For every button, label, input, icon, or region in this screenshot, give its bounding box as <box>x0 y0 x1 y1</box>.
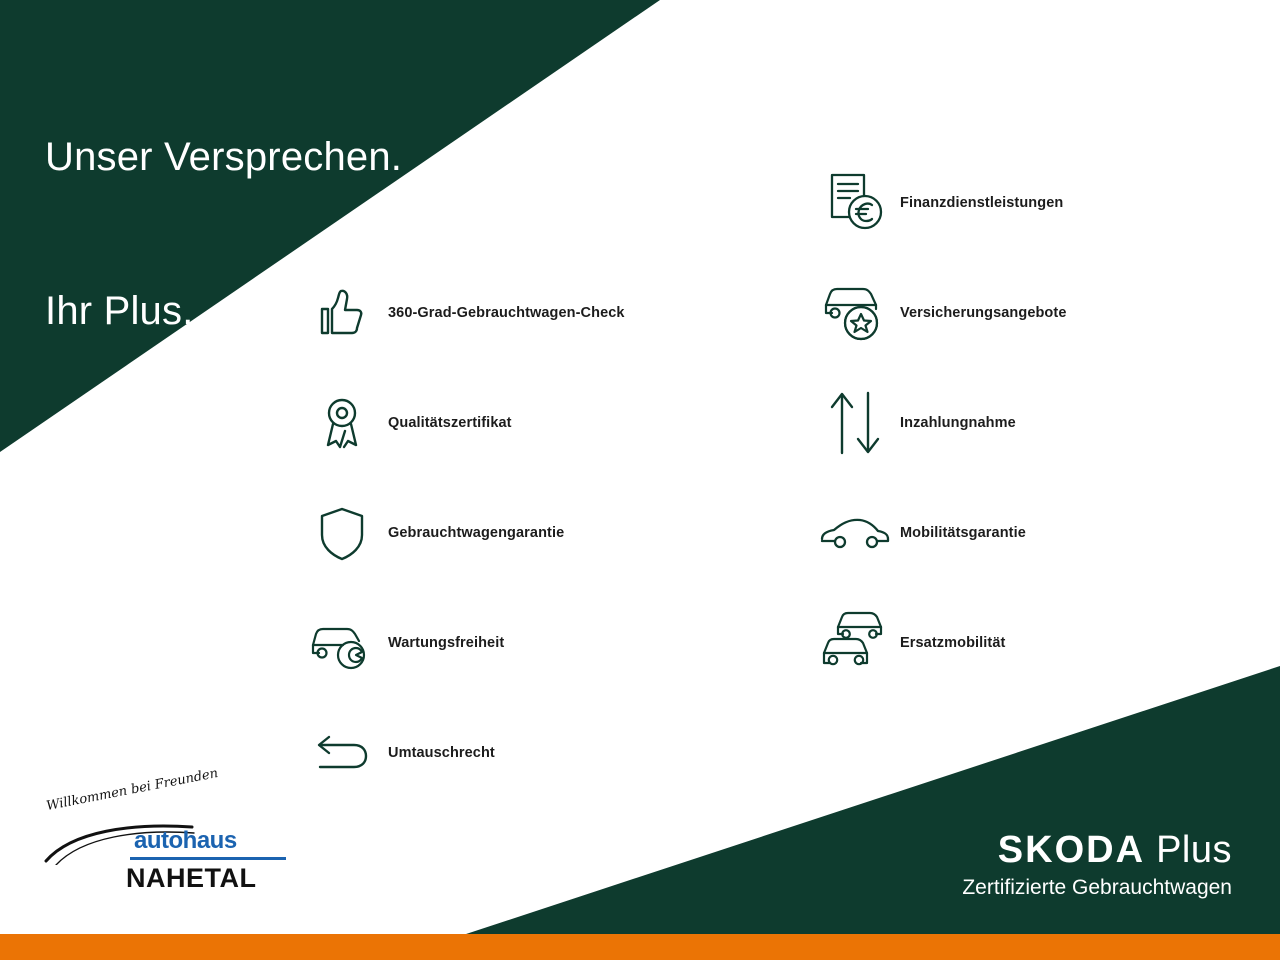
list-item <box>808 588 1278 698</box>
dealer-underline <box>130 857 286 860</box>
brand-block <box>962 829 1232 900</box>
feature-label: Finanzdienstleistungen <box>900 195 1064 211</box>
feature-label: Inzahlungnahme <box>900 415 1016 431</box>
car-star-icon <box>808 275 900 351</box>
document-euro-icon <box>808 165 900 241</box>
dealer-name-top: autohaus <box>134 827 237 854</box>
list-item <box>808 478 1278 588</box>
list-item <box>296 258 766 368</box>
car-wrench-icon <box>296 607 388 679</box>
dealer-script-text: Willkommen bei Freunden <box>45 765 220 814</box>
orange-bottom-bar <box>0 934 1280 960</box>
brand-skoda: SKODA <box>997 829 1146 871</box>
list-item <box>296 588 766 698</box>
brand-name <box>962 829 1232 872</box>
list-item <box>808 148 1278 258</box>
dealer-name-bottom: NAHETAL <box>126 863 257 893</box>
feature-list-right <box>808 148 1278 698</box>
up-down-arrows-icon <box>808 383 900 463</box>
feature-label: Ersatzmobilität <box>900 635 1006 651</box>
headline-line-2: Ihr Plus. <box>45 288 194 333</box>
list-item <box>296 368 766 478</box>
list-item <box>296 698 766 808</box>
list-item <box>808 368 1278 478</box>
shield-icon <box>296 497 388 569</box>
award-rosette-icon <box>296 387 388 459</box>
brand-plus: Plus <box>1145 829 1232 871</box>
feature-label: Qualitätszertifikat <box>388 415 512 431</box>
feature-label: Gebrauchtwagengarantie <box>388 525 565 541</box>
dealer-logo <box>42 765 272 904</box>
thumbs-up-icon <box>296 277 388 349</box>
feature-label: Mobilitätsgarantie <box>900 525 1026 541</box>
feature-list-left <box>296 258 766 808</box>
feature-label: Umtauschrecht <box>388 745 495 761</box>
feature-label: Versicherungsangebote <box>900 305 1067 321</box>
return-arrow-icon <box>296 723 388 783</box>
list-item <box>296 478 766 588</box>
brand-tagline: Zertifizierte Gebrauchtwagen <box>962 876 1232 899</box>
list-item <box>808 258 1278 368</box>
feature-label: 360-Grad-Gebrauchtwagen-Check <box>388 305 625 321</box>
feature-label: Wartungsfreiheit <box>388 635 505 651</box>
two-cars-icon <box>808 605 900 681</box>
car-side-icon <box>808 507 900 559</box>
headline-line-1: Unser Versprechen. <box>45 135 403 180</box>
